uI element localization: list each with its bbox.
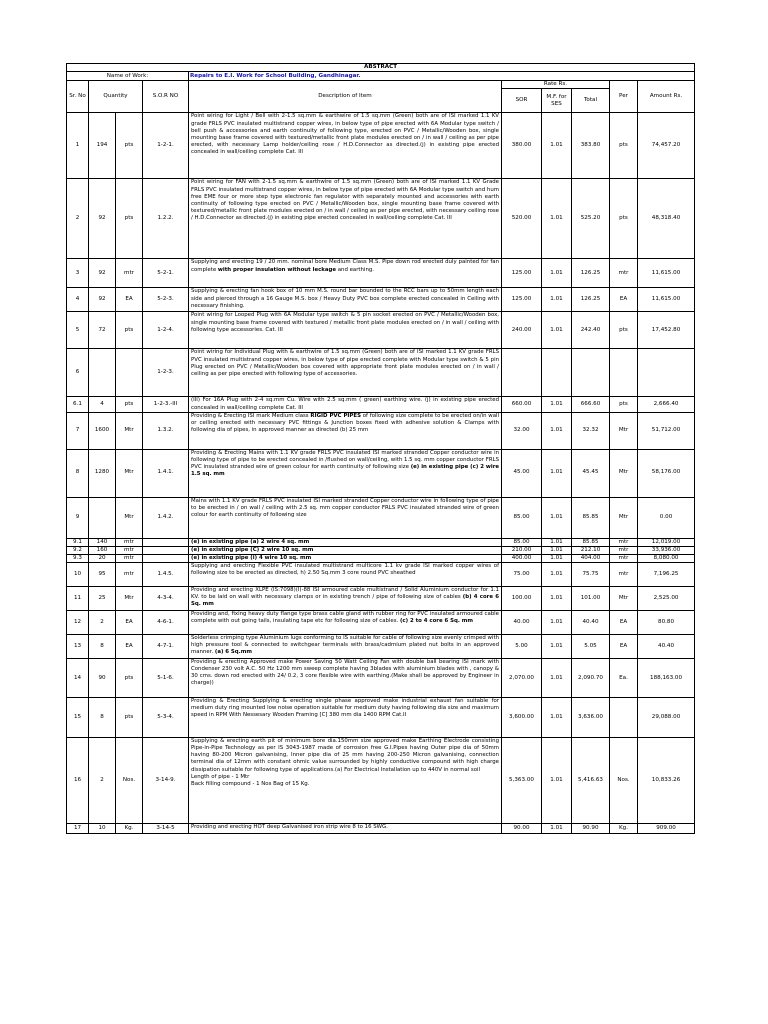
- row-sor-no: 5-2-3.: [143, 288, 189, 312]
- row-quantity: 90: [89, 659, 116, 698]
- description-text: Providing and erecting HOT deep Galvanised iron strip wire 8 to 16 SWG.: [191, 824, 388, 831]
- description-text: Supplying and erecting 19 / 20 mm. nominal bore Medium Class M.S. Pipe down rod erected duly painted for fan complete: [191, 259, 499, 273]
- row-unit: Mtr: [116, 587, 143, 611]
- row-srno: 9.2: [67, 546, 89, 554]
- row-amount: 0.00: [638, 497, 695, 538]
- row-quantity: 194: [89, 113, 116, 179]
- row-sor-no: 1.4.1.: [143, 449, 189, 497]
- row-unit: pts: [116, 659, 143, 698]
- row-total: 3,636.00: [572, 698, 610, 738]
- row-srno: 3: [67, 259, 89, 288]
- row-amount: 74,457.20: [638, 113, 695, 179]
- description-bold: with proper insulation without leckage: [217, 266, 337, 273]
- description-text: Providing & Erecting Mains with 1.1 KV grade FRLS PVC insulated ISI marked stranded Copper conductor wire in following type of pipe to be erected concealed in /flushed on wall/ceiling, with 1.5 sq. mm copper conductor FRLS PVC insulated stranded wire of green colour for earth continuity of following size: [191, 449, 499, 470]
- row-sor-no: 5-3-4.: [143, 698, 189, 738]
- row-amount: 188,163.00: [638, 659, 695, 698]
- row-unit: mtr: [116, 259, 143, 288]
- row-total: 404.00: [572, 555, 610, 563]
- table-row: [67, 312, 695, 349]
- table-row: [67, 397, 695, 412]
- row-per: pts: [610, 179, 638, 259]
- row-amount: 8,080.00: [638, 555, 695, 563]
- table-row: [67, 587, 695, 611]
- row-total: 242.40: [572, 312, 610, 349]
- row-sor-rate: 2,070.00: [502, 659, 542, 698]
- row-quantity: 8: [89, 698, 116, 738]
- row-quantity: 2: [89, 611, 116, 635]
- description-text: Supplying & erecting earth pit of minimum bore dia.150mm size approved make Earthing Electrode consisting Pipe-in-Pipe Technology as per IS 3043-1987 made of corrosion free G.I.Pipes having Outer pipe dia of 50mm having 80-200 Micron galvanising, Inner pipe dia of 25 mm having 200-250 Micron galvanising, connection terminal dia of 12mm with constant ohmic value surrounded by highly conductive compound with high charge dissipation suitable for following type of applications.(a) For Electrical Installation up to 440V in normal soil: [191, 738, 499, 773]
- row-total: 5.05: [572, 635, 610, 659]
- description-bold: (e) in existing pipe (i) 4 wire 10 sq. mm: [191, 555, 312, 561]
- description-bold: (e) in existing pipe (C) 2 wire 10 sq. mm: [191, 546, 314, 553]
- row-mf: 1.01: [542, 113, 572, 179]
- row-sor-no: 4-6-1.: [143, 611, 189, 635]
- row-srno: 17: [67, 824, 89, 834]
- row-sor-rate: 5,363.00: [502, 738, 542, 824]
- row-total: 666.60: [572, 397, 610, 412]
- table-row: [67, 546, 695, 554]
- row-total: 75.75: [572, 563, 610, 587]
- row-description: [189, 546, 502, 554]
- row-srno: 13: [67, 635, 89, 659]
- row-per: EA: [610, 611, 638, 635]
- row-amount: 2,666.40: [638, 397, 695, 412]
- row-mf: 1.01: [542, 738, 572, 824]
- row-quantity: 1280: [89, 449, 116, 497]
- row-sor-rate: 75.00: [502, 563, 542, 587]
- row-sor-no: 1-2-3.-III: [143, 397, 189, 412]
- row-srno: 15: [67, 698, 89, 738]
- description-text: Mains with 1.1 KV grade FRLS PVC insulated ISI marked stranded Copper conductor wire in following type of pipe to be erected in / on wall / ceiling with 2.5 sq. mm copper conductor FRLS PVC insulated stranded wire of green colour for earth continuity of following size: [191, 497, 499, 518]
- row-total: 5,416.63: [572, 738, 610, 824]
- row-mf: 1.01: [542, 824, 572, 834]
- row-srno: 6.1: [67, 397, 89, 412]
- row-sor-no: 3-14-5: [143, 824, 189, 834]
- row-sor-rate: 660.00: [502, 397, 542, 412]
- row-mf: 1.01: [542, 698, 572, 738]
- description-text: Providing & Erecting Supplying & erecting single phase approved make industrial exhaust fan suitable for medium duty ring mounted low noise operation suitable for medium duty having following dia size and maximum speed in RPM With Nessesary Wooden Framing [C] 380 mm dia 1400 RPM Cat.II: [191, 698, 499, 719]
- row-unit: pts: [116, 698, 143, 738]
- row-amount: 33,936.00: [638, 546, 695, 554]
- row-quantity: 92: [89, 288, 116, 312]
- row-mf: [542, 349, 572, 397]
- row-sor-rate: [502, 349, 542, 397]
- row-per: [610, 349, 638, 397]
- row-sor-rate: 40.00: [502, 611, 542, 635]
- row-mf: 1.01: [542, 563, 572, 587]
- row-unit: mtr: [116, 563, 143, 587]
- description-text: Providing and erecting XLPE (IS:7098)(I)-88 ISI armoured cable multistrand / Solid Aluminium conductor for 1.1 KV. to be laid on wall with necessary clamps or in existing trench / pipe of following size of cables: [191, 587, 499, 601]
- row-quantity: 92: [89, 179, 116, 259]
- row-per: pts: [610, 113, 638, 179]
- row-amount: 909.00: [638, 824, 695, 834]
- row-per: [610, 698, 638, 738]
- row-unit: pts: [116, 397, 143, 412]
- row-description: [189, 497, 502, 538]
- row-unit: EA: [116, 611, 143, 635]
- table-row: [67, 497, 695, 538]
- row-sor-rate: 125.00: [502, 288, 542, 312]
- row-sor-rate: 85.00: [502, 497, 542, 538]
- work-label: Name of Work:: [67, 72, 189, 81]
- row-mf: 1.01: [542, 635, 572, 659]
- row-sor-no: [143, 538, 189, 546]
- page-title: ABSTRACT: [67, 64, 695, 72]
- row-mf: 1.01: [542, 397, 572, 412]
- row-per: Mtr: [610, 587, 638, 611]
- row-sor-no: 4-3-4.: [143, 587, 189, 611]
- row-total: 101.00: [572, 587, 610, 611]
- header-sor: SOR: [502, 89, 542, 113]
- row-description: [189, 587, 502, 611]
- row-quantity: [89, 349, 116, 397]
- row-mf: 1.01: [542, 412, 572, 449]
- row-per: pts: [610, 312, 638, 349]
- row-unit: pts: [116, 179, 143, 259]
- description-text: Providing & erecting Approved make Power Saving 50 Watt Ceiling Fan with double ball bearing ISI mark with Condenser 230 volt A.C. 50 Hz 1200 mm sweep complete having 3blades with aluminium blades with , canopy & 30 cms. down rod erected with 24/ 0.2, 3 core flexible wire with earthing.(Make shall be approved by Engineer in charge)): [191, 659, 499, 687]
- work-name: Repairs to E.I. Work for School Building, Gandhinagar.: [189, 72, 695, 81]
- row-sor-no: 1.4.5.: [143, 563, 189, 587]
- row-per: EA: [610, 635, 638, 659]
- row-srno: 9.1: [67, 538, 89, 546]
- row-quantity: 2: [89, 738, 116, 824]
- row-total: 383.80: [572, 113, 610, 179]
- row-mf: 1.01: [542, 659, 572, 698]
- description-text: Point wiring for Individual Plug with & earthwire of 1.5 sq.mm (Green) both are of ISI marked 1.1 KV grade FRLS PVC insulated multistrand copper wires, in below type of pipe erected complete with Modular type switch & 5 pin Plug erected on PVC / Metallic/Wooden box covered with appropriate front plate modules erected on / in wall / ceiling as per pipe erected with following type of accessories.: [191, 349, 499, 377]
- row-srno: 8: [67, 449, 89, 497]
- row-description: [189, 412, 502, 449]
- row-per: mtr: [610, 546, 638, 554]
- row-amount: 11,615.00: [638, 259, 695, 288]
- row-per: mtr: [610, 563, 638, 587]
- row-quantity: 25: [89, 587, 116, 611]
- description-bold: (e) in existing pipe (a) 2 wire 4 sq. mm: [191, 538, 310, 545]
- description-bold: (b) 4 core 6 Sq. mm: [191, 594, 499, 608]
- row-sor-no: [143, 546, 189, 554]
- header-amount: Amount Rs.: [638, 81, 695, 113]
- row-sor-rate: 3,600.00: [502, 698, 542, 738]
- description-text: Point wiring for Looped Plug with 6A Modular type switch & 5 pin socket erected on PVC / Metallic/Wooden box, single mounting base frame covered with textured / metallic front plate modules erected on / in wall / ceiling with following type accessories. Cat. III: [191, 312, 499, 333]
- table-row: [67, 449, 695, 497]
- row-mf: 1.01: [542, 288, 572, 312]
- row-quantity: 160: [89, 546, 116, 554]
- row-per: mtr: [610, 259, 638, 288]
- description-text: Providing and, fixing heavy duty flange type brass cable gland with rubber ring for PVC insulated armoured cable complete with out going tails, insulating tape etc for following size of cables.: [191, 611, 499, 625]
- row-amount: 7,196.25: [638, 563, 695, 587]
- row-sor-no: 1.2.2.: [143, 179, 189, 259]
- row-sor-rate: 520.00: [502, 179, 542, 259]
- table-row: [67, 412, 695, 449]
- row-description: [189, 288, 502, 312]
- description-bold: (a) 6 Sq.mm: [214, 649, 252, 656]
- row-quantity: 95: [89, 563, 116, 587]
- table-row: [67, 611, 695, 635]
- row-quantity: 10: [89, 824, 116, 834]
- row-description: [189, 824, 502, 834]
- row-amount: [638, 349, 695, 397]
- row-sor-rate: 240.00: [502, 312, 542, 349]
- row-sor-no: 1.3.2.: [143, 412, 189, 449]
- row-unit: Mtr: [116, 412, 143, 449]
- row-per: Mtr: [610, 497, 638, 538]
- row-total: 32.32: [572, 412, 610, 449]
- row-description: [189, 312, 502, 349]
- row-sor-rate: 45.00: [502, 449, 542, 497]
- table-row: [67, 563, 695, 587]
- row-description: [189, 563, 502, 587]
- row-sor-no: 1.4.2.: [143, 497, 189, 538]
- row-sor-no: 1-2-4.: [143, 312, 189, 349]
- description-bold: RIGID PVC PIPES: [310, 412, 361, 419]
- row-per: Kg.: [610, 824, 638, 834]
- row-mf: 1.01: [542, 312, 572, 349]
- row-description: [189, 555, 502, 563]
- row-unit: mtr: [116, 555, 143, 563]
- row-amount: 80.80: [638, 611, 695, 635]
- description-text: Solderless crimping type Aluminium lugs conforming to IS suitable for cable of following size evenly crimped with high pressure tool & connected to switchgear terminals with brass/cadmium plated nut bolts in an approved manner.: [191, 635, 499, 656]
- row-total: 126.25: [572, 259, 610, 288]
- table-row: [67, 259, 695, 288]
- row-mf: 1.01: [542, 555, 572, 563]
- description-note: Length of pipe - 1 Mtr: [191, 773, 250, 780]
- row-description: [189, 659, 502, 698]
- row-srno: 5: [67, 312, 89, 349]
- row-sor-rate: 100.00: [502, 587, 542, 611]
- header-rate: Rate Rs.: [502, 81, 610, 89]
- row-sor-rate: 210.00: [502, 546, 542, 554]
- row-sor-rate: 400.00: [502, 555, 542, 563]
- row-sor-rate: 380.00: [502, 113, 542, 179]
- description-bold: (e) in existing pipe (c) 2 wire 1.5 sq. mm: [191, 463, 500, 477]
- table-row: [67, 824, 695, 834]
- row-quantity: 92: [89, 259, 116, 288]
- row-mf: 1.01: [542, 179, 572, 259]
- row-unit: Nos.: [116, 738, 143, 824]
- header-mf: M.F. for SES: [542, 89, 572, 113]
- row-srno: 11: [67, 587, 89, 611]
- row-unit: Mtr: [116, 449, 143, 497]
- row-unit: EA: [116, 288, 143, 312]
- row-sor-rate: 90.00: [502, 824, 542, 834]
- table-row: [67, 659, 695, 698]
- row-srno: 2: [67, 179, 89, 259]
- header-sor-no: S.O.R NO: [143, 81, 189, 113]
- row-srno: 9: [67, 497, 89, 538]
- description-note: Back filling compound - 1 Nos Bag of 15 Kg.: [191, 780, 310, 787]
- description-text: Supplying & erecting fan hook box of 10 mm M.S. round bar bounded to the RCC bars up to 50mm length each side and pierced through a 16 Gauge M.S. box / Heavy Duty PVC box complete erected concealed in Ceiling with necessary finishing.: [191, 288, 499, 309]
- row-total: 2,090.70: [572, 659, 610, 698]
- row-sor-no: [143, 555, 189, 563]
- row-per: mtr: [610, 538, 638, 546]
- row-amount: 12,019.00: [638, 538, 695, 546]
- table-row: [67, 179, 695, 259]
- table-row: [67, 738, 695, 824]
- row-srno: 12: [67, 611, 89, 635]
- row-srno: 10: [67, 563, 89, 587]
- row-quantity: 1600: [89, 412, 116, 449]
- row-quantity: 4: [89, 397, 116, 412]
- row-sor-no: 3-14-9.: [143, 738, 189, 824]
- row-quantity: 140: [89, 538, 116, 546]
- row-unit: mtr: [116, 538, 143, 546]
- row-total: 85.85: [572, 538, 610, 546]
- row-mf: 1.01: [542, 587, 572, 611]
- row-per: Ea.: [610, 659, 638, 698]
- table-row: [67, 288, 695, 312]
- row-per: pts: [610, 397, 638, 412]
- row-per: EA: [610, 288, 638, 312]
- row-quantity: [89, 497, 116, 538]
- row-amount: 40.40: [638, 635, 695, 659]
- description-bold: (c) 2 to 4 core 6 Sq. mm: [399, 618, 473, 625]
- row-sor-no: 4-7-1.: [143, 635, 189, 659]
- row-quantity: 8: [89, 635, 116, 659]
- row-per: mtr: [610, 555, 638, 563]
- row-unit: EA: [116, 635, 143, 659]
- row-srno: 6: [67, 349, 89, 397]
- row-amount: 58,176.00: [638, 449, 695, 497]
- row-total: 85.85: [572, 497, 610, 538]
- table-row: [67, 349, 695, 397]
- row-description: [189, 259, 502, 288]
- row-srno: 14: [67, 659, 89, 698]
- row-description: [189, 113, 502, 179]
- header-srno: Sr. No: [67, 81, 89, 113]
- row-unit: [116, 349, 143, 397]
- table-row: [67, 698, 695, 738]
- row-srno: 4: [67, 288, 89, 312]
- row-total: [572, 349, 610, 397]
- row-srno: 1: [67, 113, 89, 179]
- row-total: 126.25: [572, 288, 610, 312]
- row-sor-no: 5-1-6.: [143, 659, 189, 698]
- abstract-rows: [67, 113, 695, 834]
- row-description: [189, 738, 502, 824]
- row-amount: 10,833.26: [638, 738, 695, 824]
- description-text: Supplying and erecting Flexible PVC insulated multistrand multicore 1.1 kv grade ISI marked copper wires of following size to be erected as directed, h) 2.50 Sq.mm 3 core round PVC sheathed: [191, 563, 499, 577]
- row-description: [189, 611, 502, 635]
- row-total: 90.90: [572, 824, 610, 834]
- row-sor-rate: 85.00: [502, 538, 542, 546]
- row-mf: 1.01: [542, 497, 572, 538]
- row-total: 40.40: [572, 611, 610, 635]
- row-sor-rate: 5.00: [502, 635, 542, 659]
- row-srno: 7: [67, 412, 89, 449]
- row-description: [189, 449, 502, 497]
- abstract-table: [66, 63, 695, 834]
- description-text: Providing & Erecting ISI mark Medium class: [191, 412, 311, 419]
- description-text: Point wiring for Light / Bell with 2-1.5 sq.mm & earthwire of 1.5 sq.mm (Green) both are of ISI marked 1.1 KV grade FRLS PVC insulated multistrand copper wires, in below type of pipe erected with 6A Modular type switch / bell push & accessories and earth continuity of following type, erected on PVC / Metallic/Wooden box, single mounting base frame covered with textured/metallic front plate modules erected on / in wall / ceiling as per pipe erected, with necessary Lamp holder/ceiling rose / H.D.Connector as directed.(j) in existing pipe erected concealed in wall/ceiling complete Cat. III: [191, 113, 499, 155]
- header-description: Description of Item: [189, 81, 502, 113]
- row-mf: 1.01: [542, 538, 572, 546]
- row-sor-no: 1-2-3.: [143, 349, 189, 397]
- row-sor-rate: 125.00: [502, 259, 542, 288]
- description-tail: and earthing.: [336, 266, 375, 273]
- row-quantity: 72: [89, 312, 116, 349]
- row-srno: 16: [67, 738, 89, 824]
- description-text: Point wiring for FAN with 2-1.5 sq.mm & earthwire of 1.5 sq.mm (Green) both are of ISI marked 1.1 KV Grade FRLS PVC insulated multistrand copper wires, in below type of pipe erected with 6A Modular type switch and hum free EME four or more step type electronic fan regulator with separately mounted and accessories with earth continuity of following type erected on PVC / Metallic/Wooden box, single mounting base frame covered with textured/metallic front plate modules erected on / in wall / ceiling as per pipe erected, with necessary ceiling rose / H.D.Connector as directed.(j) in existing pipe erected concealed in wall/ceiling complete Cat. III: [191, 179, 499, 221]
- row-mf: 1.01: [542, 259, 572, 288]
- description-tail: of following size complete to be erected on/in wall or ceiling erected with necessary PVC fittings & Junction boxes fixed with adhesive solution & Clamps with following dia of pipes, in approved manner as directed (b) 25 mm: [191, 412, 499, 433]
- header-total: Total: [572, 89, 610, 113]
- row-description: [189, 538, 502, 546]
- row-quantity: 20: [89, 555, 116, 563]
- row-per: Mtr: [610, 449, 638, 497]
- row-amount: 11,615.00: [638, 288, 695, 312]
- header-per: Per: [610, 81, 638, 113]
- row-srno: 9.3: [67, 555, 89, 563]
- table-row: [67, 538, 695, 546]
- row-sor-no: 1-2-1.: [143, 113, 189, 179]
- row-amount: 48,318.40: [638, 179, 695, 259]
- row-unit: mtr: [116, 546, 143, 554]
- row-mf: 1.01: [542, 611, 572, 635]
- row-mf: 1.01: [542, 546, 572, 554]
- row-description: [189, 179, 502, 259]
- abstract-sheet: [66, 63, 694, 834]
- row-total: 525.20: [572, 179, 610, 259]
- header-quantity: Quantity: [89, 81, 143, 113]
- table-row: [67, 113, 695, 179]
- row-per: Nos.: [610, 738, 638, 824]
- row-total: 45.45: [572, 449, 610, 497]
- row-description: [189, 397, 502, 412]
- row-amount: 51,712.00: [638, 412, 695, 449]
- table-row: [67, 635, 695, 659]
- row-amount: 29,088.00: [638, 698, 695, 738]
- row-amount: 17,452.80: [638, 312, 695, 349]
- table-row: [67, 555, 695, 563]
- row-unit: pts: [116, 113, 143, 179]
- row-unit: Mtr: [116, 497, 143, 538]
- row-amount: 2,525.00: [638, 587, 695, 611]
- row-unit: pts: [116, 312, 143, 349]
- row-total: 212.10: [572, 546, 610, 554]
- row-sor-no: 5-2-1.: [143, 259, 189, 288]
- row-description: [189, 635, 502, 659]
- description-text: (III) For 16A Plug with 2-4 sq.mm Cu. Wire with 2.5 sq.mm ( green) earthing wire. (j) in existing pipe erected concealed in wall/ceiling complete Cat. III: [191, 397, 499, 411]
- row-sor-rate: 32.00: [502, 412, 542, 449]
- row-mf: 1.01: [542, 449, 572, 497]
- row-description: [189, 698, 502, 738]
- row-description: [189, 349, 502, 397]
- row-per: Mtr: [610, 412, 638, 449]
- row-unit: Kg.: [116, 824, 143, 834]
